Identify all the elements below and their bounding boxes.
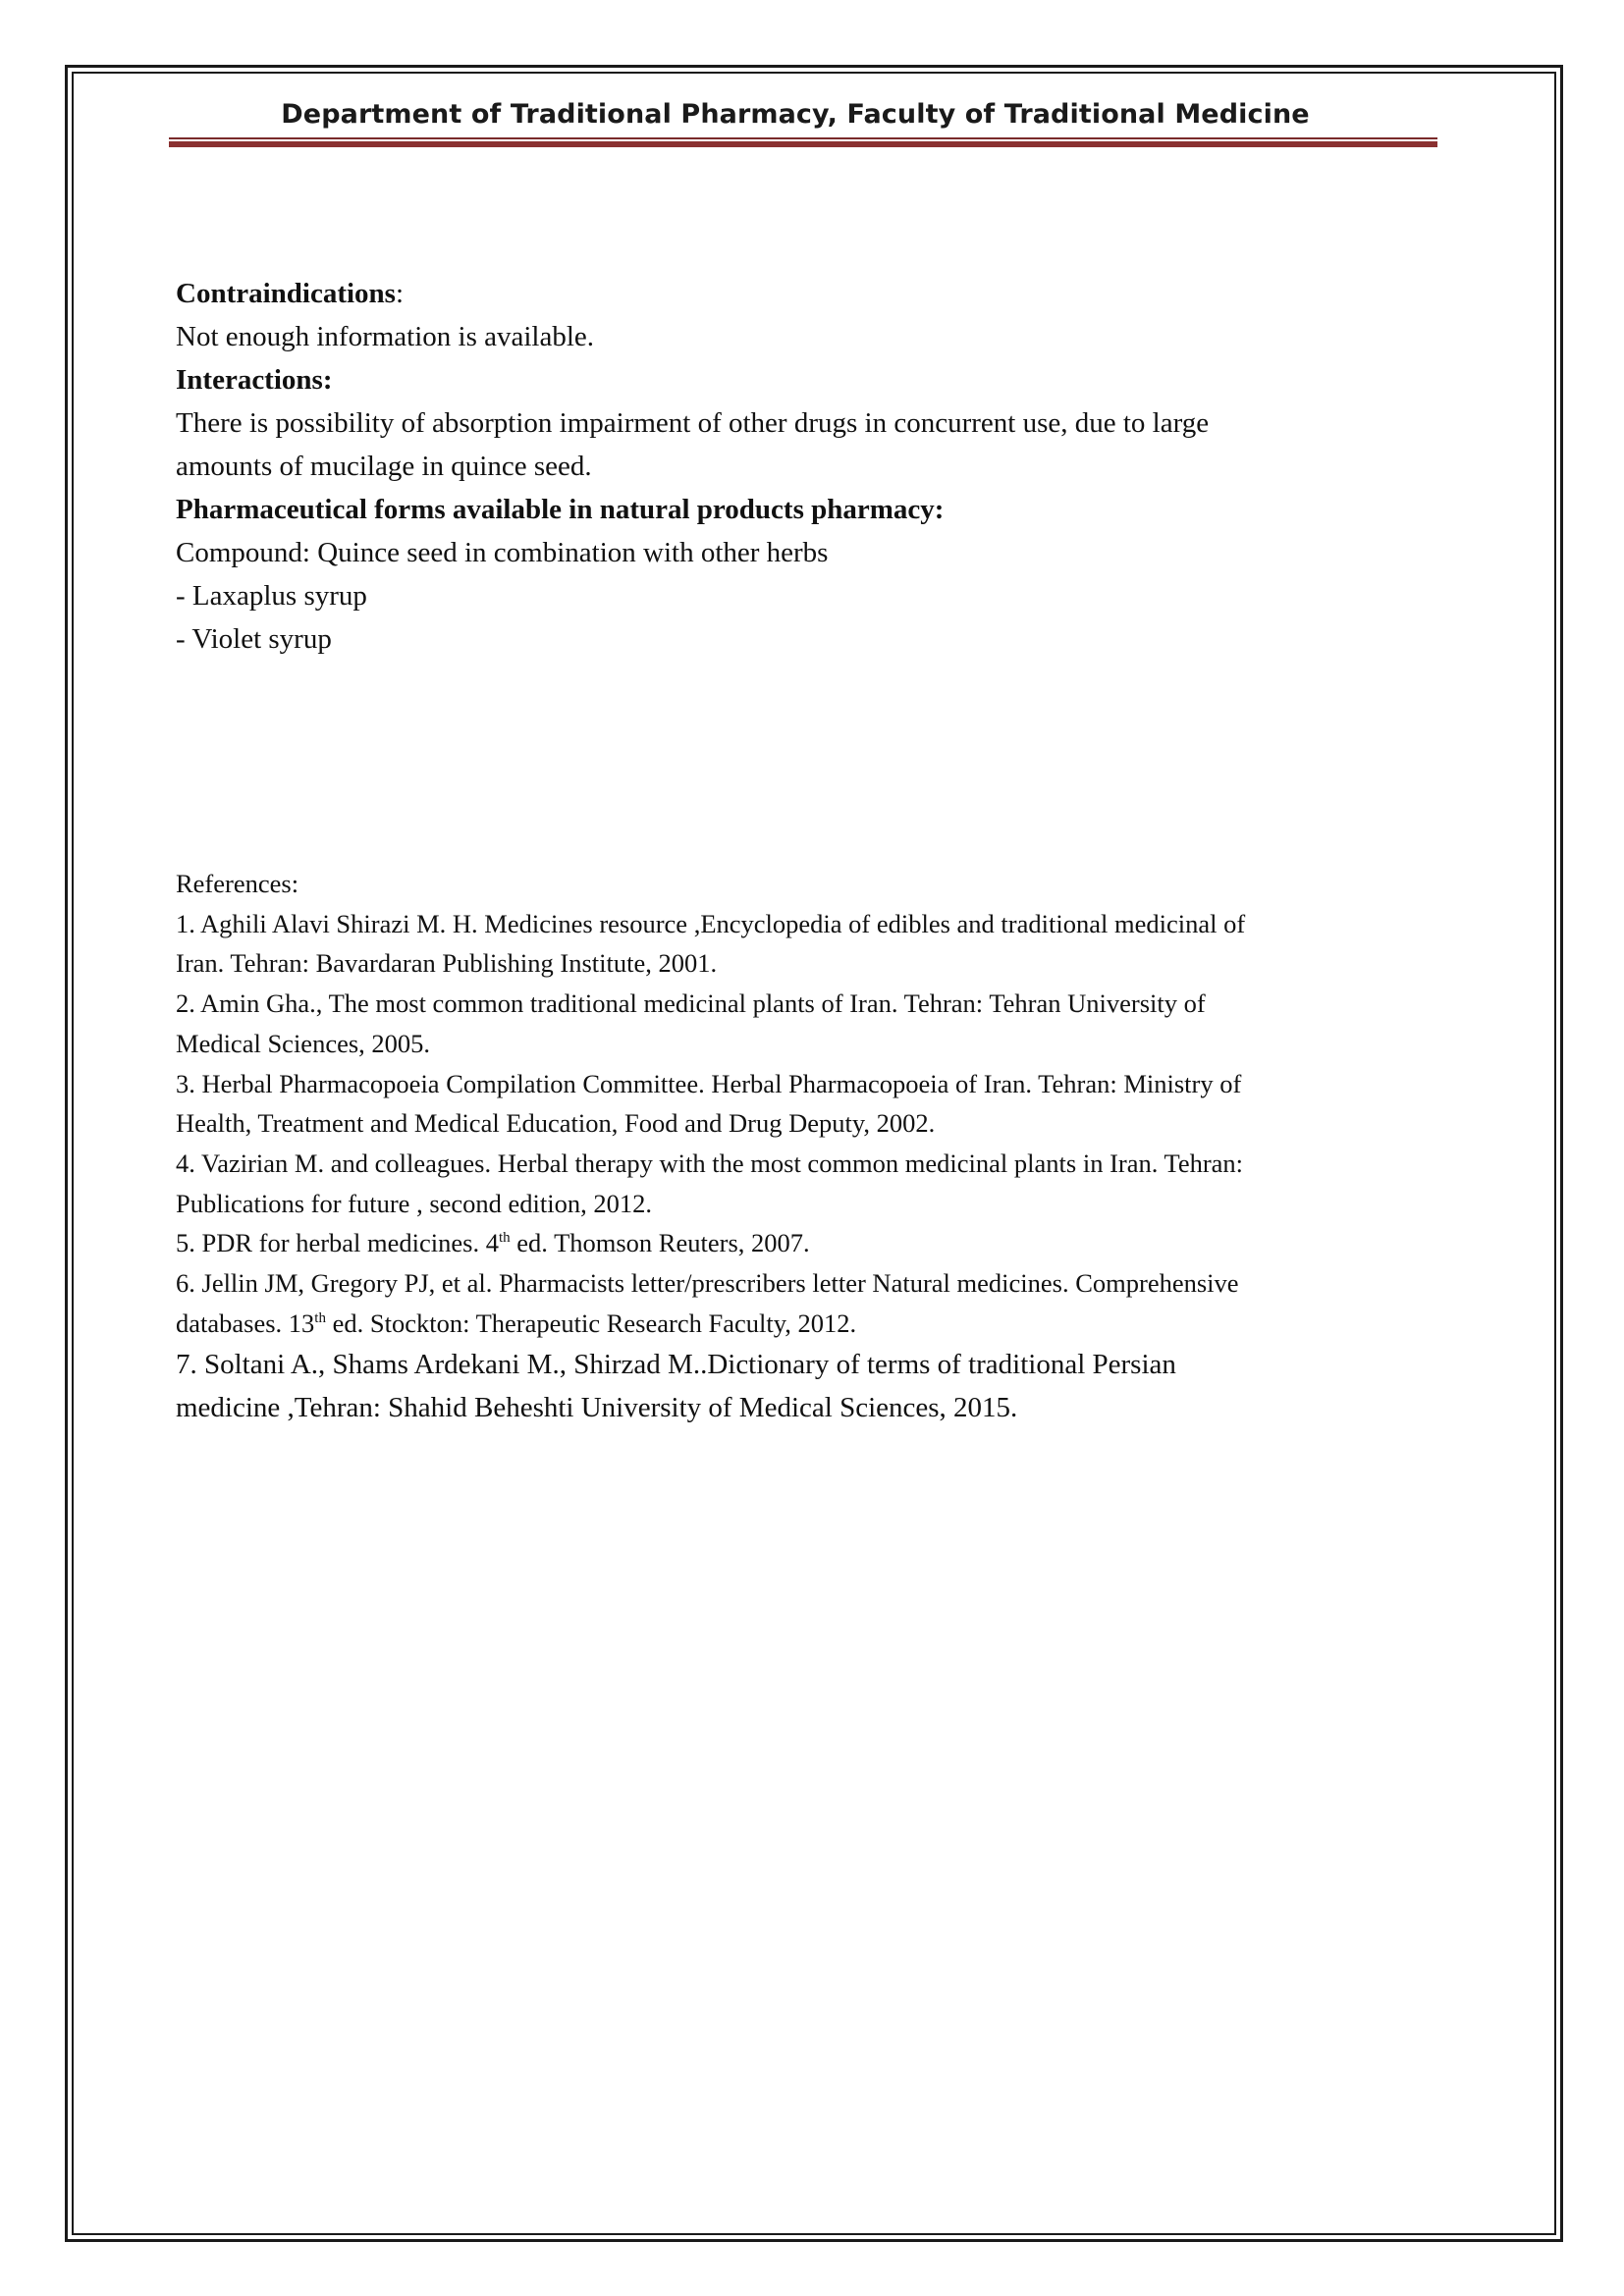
- reference-4-line-1: 4. Vazirian M. and colleagues. Herbal therapy with the most common medicinal plants in Iran. Tehran:: [176, 1148, 1244, 1178]
- reference-2-line-2: Medical Sciences, 2005.: [176, 1028, 431, 1058]
- reference-6-text-end: ed. Stockton: Therapeutic Research Faculty, 2012.: [325, 1308, 857, 1338]
- reference-3-line-1: 3. Herbal Pharmacopoeia Compilation Committee. Herbal Pharmacopoeia of Iran. Tehran: Ministry of: [176, 1068, 1242, 1098]
- reference-6-superscript: th: [314, 1309, 326, 1326]
- reference-5-text-end: ed. Thomson Reuters, 2007.: [510, 1228, 810, 1258]
- reference-1-line-2: Iran. Tehran: Bavardaran Publishing Institute, 2001.: [176, 948, 718, 979]
- pharmaceutical-forms-compound: Compound: Quince seed in combination with other herbs: [176, 537, 829, 568]
- interactions-text-line-1: There is possibility of absorption impairment of other drugs in concurrent use, due to large: [176, 407, 1210, 439]
- interactions-text-line-2: amounts of mucilage in quince seed.: [176, 451, 592, 482]
- reference-6-line-1: 6. Jellin JM, Gregory PJ, et al. Pharmacists letter/prescribers letter Natural medicines. Comprehensive: [176, 1268, 1239, 1299]
- contraindications-text: Not enough information is available.: [176, 321, 595, 352]
- contraindications-heading: Contraindications: [176, 278, 396, 309]
- reference-2-line-1: 2. Amin Gha., The most common traditional medicinal plants of Iran. Tehran: Tehran University of: [176, 988, 1206, 1019]
- pharmaceutical-forms-item: - Laxaplus syrup: [176, 580, 367, 612]
- reference-4-line-2: Publications for future , second edition, 2012.: [176, 1188, 653, 1218]
- reference-3-line-2: Health, Treatment and Medical Education, Food and Drug Deputy, 2002.: [176, 1108, 936, 1139]
- contraindications-colon: :: [395, 278, 405, 309]
- reference-7-line-2: medicine ,Tehran: Shahid Beheshti University of Medical Sciences, 2015.: [176, 1392, 1018, 1424]
- pharmaceutical-forms-item: - Violet syrup: [176, 623, 332, 655]
- reference-6-line-2: [176, 1304, 1442, 1344]
- header-rule-thick: [169, 141, 1437, 147]
- pharmaceutical-forms-heading: Pharmaceutical forms available in natural products pharmacy:: [176, 494, 945, 525]
- reference-5-text: 5. PDR for herbal medicines. 4: [176, 1228, 499, 1258]
- references-section: [176, 864, 1442, 1429]
- reference-6-text: databases. 13: [176, 1308, 315, 1338]
- interactions-heading: Interactions:: [176, 364, 333, 396]
- reference-5: [176, 1223, 1442, 1263]
- page-header-title: Department of Traditional Pharmacy, Faculty of Traditional Medicine: [281, 99, 1310, 130]
- reference-7-line-1: 7. Soltani A., Shams Ardekani M., Shirzad M..Dictionary of terms of traditional Persian: [176, 1349, 1176, 1381]
- reference-1-line-1: 1. Aghili Alavi Shirazi M. H. Medicines resource ,Encyclopedia of edibles and traditional medicinal of: [176, 908, 1246, 938]
- contraindications-heading-line: [176, 272, 1442, 315]
- references-label: References:: [176, 869, 299, 898]
- header-rule-thin: [169, 137, 1437, 139]
- main-content: [176, 272, 1442, 661]
- reference-5-superscript: th: [498, 1230, 511, 1247]
